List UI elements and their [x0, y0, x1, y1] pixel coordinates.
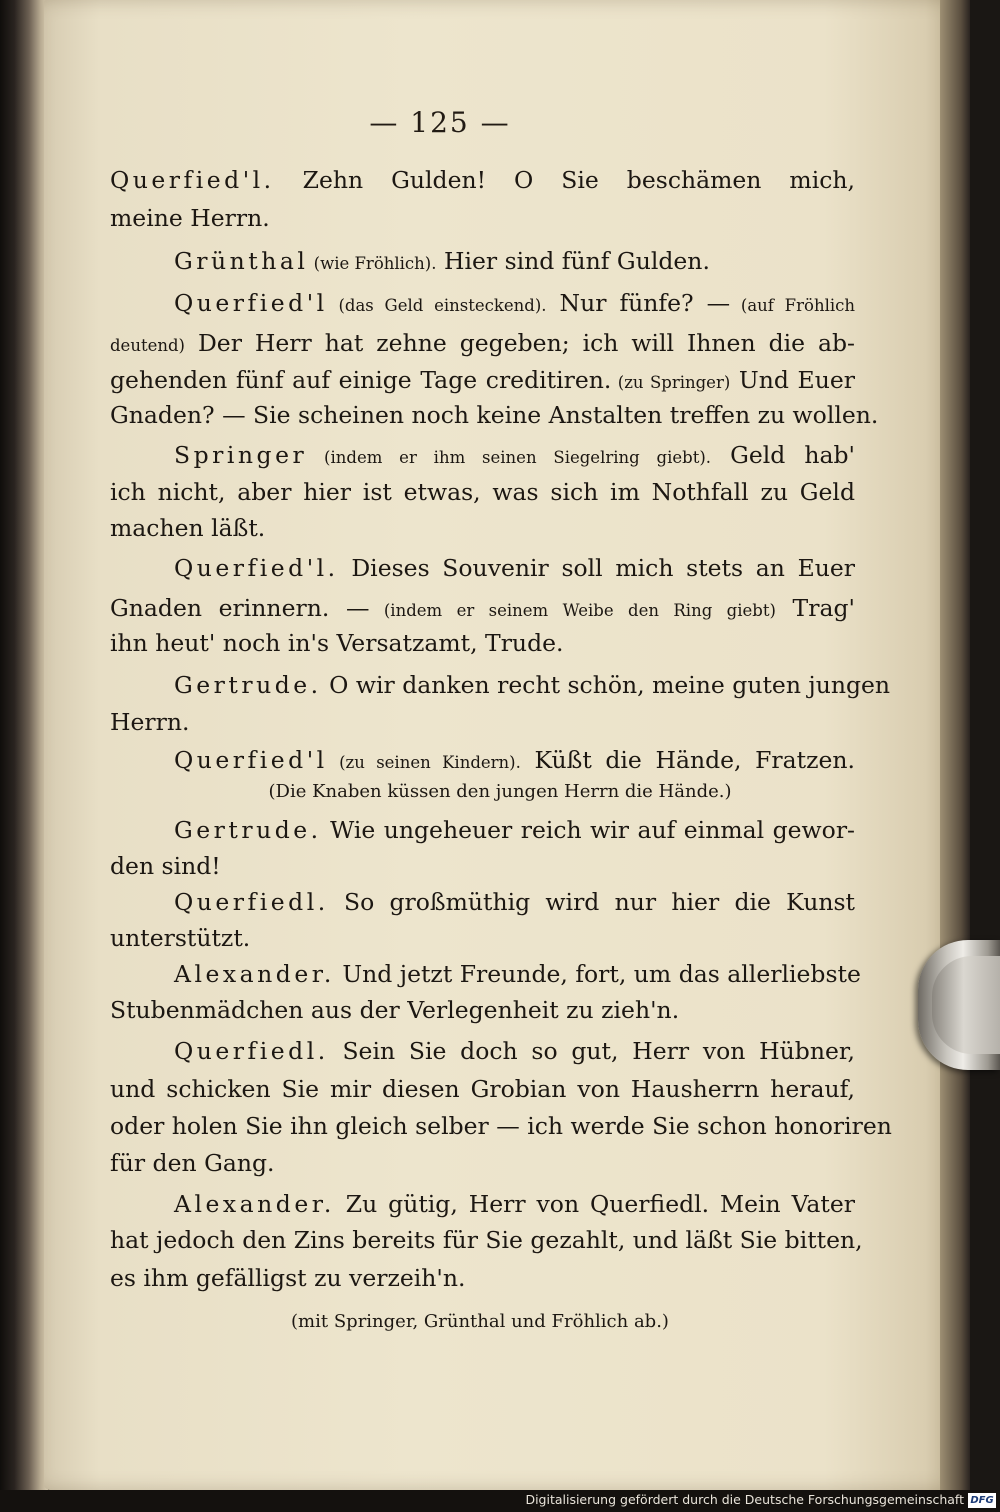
text-line	[110, 1222, 863, 1258]
book-clip	[918, 940, 1000, 1070]
text-line	[110, 1145, 855, 1181]
dialogue-text: Und Euer	[730, 366, 855, 394]
dialogue-text: Zu gütig, Herr von Querfiedl. Mein Vater	[334, 1190, 855, 1218]
text-line	[110, 848, 855, 884]
dialogue-text: meine Herrn.	[110, 204, 270, 232]
text-line	[174, 437, 855, 476]
text-line	[110, 474, 855, 510]
footer-credit: Digitalisierung gefördert durch die Deutsche Forschungsgemeinschaft	[525, 1492, 964, 1507]
dialogue-text: Geld hab'	[711, 441, 856, 469]
text-line	[174, 812, 855, 848]
dialogue-text: unterstützt.	[110, 924, 251, 952]
text-line	[174, 285, 855, 324]
text-line	[220, 774, 780, 810]
dialogue-text: Gnaden? — Sie scheinen noch keine Anstalten treffen zu wollen.	[110, 401, 879, 429]
speaker-name: Grünthal	[174, 247, 309, 275]
dialogue-text: Hier sind fünf Gulden.	[436, 247, 710, 275]
text-line	[174, 667, 891, 703]
dialogue-text: hat jedoch den Zins bereits für Sie gezahlt, und läßt Sie bitten,	[110, 1226, 863, 1254]
speaker-name: Querfiedl.	[174, 888, 329, 916]
stage-direction: (Die Knaben küssen den jungen Herrn die Hände.)	[268, 781, 732, 802]
dialogue-text: Herrn.	[110, 708, 190, 736]
dialogue-text: So großmüthig wird nur hier die Kunst	[328, 888, 855, 916]
dialogue-text: Der Herr hat zehne gegeben; ich will Ihnen die ab-	[184, 329, 855, 357]
dialogue-text: Dieses Souvenir soll mich stets an Euer	[338, 554, 855, 582]
dialogue-text: Und jetzt Freunde, fort, um das allerliebste	[334, 960, 861, 988]
text-line	[174, 1186, 855, 1222]
text-line	[174, 956, 861, 992]
speaker-name: Querfied'l.	[110, 166, 275, 194]
dialogue-text: gehenden fünf auf einige Tage creditiren.	[110, 366, 612, 394]
text-line	[174, 243, 855, 282]
text-line	[174, 550, 855, 586]
dialogue-text: oder holen Sie ihn gleich selber — ich werde Sie schon honoriren	[110, 1112, 892, 1140]
dialogue-text: ich nicht, aber hier ist etwas, was sich im Nothfall zu Geld	[110, 478, 855, 506]
dialogue-text: ihn heut' noch in's Versatzamt, Trude.	[110, 629, 564, 657]
stage-direction: (mit Springer, Grünthal und Fröhlich ab.)	[291, 1311, 669, 1332]
text-line	[110, 704, 855, 740]
text-line	[110, 590, 855, 629]
speaker-name: Gertrude.	[174, 816, 322, 844]
stage-direction: (indem er ihm seinen Siegelring giebt).	[307, 448, 712, 467]
dialogue-text: Wie ungeheuer reich wir auf einmal gewor-	[321, 816, 855, 844]
text-line	[110, 1108, 892, 1144]
stage-direction: (das Geld einsteckend).	[327, 296, 547, 315]
text-line	[260, 1304, 700, 1340]
dialogue-text: Trag'	[775, 594, 855, 622]
text-line	[174, 884, 855, 920]
page-fore-edge	[940, 0, 970, 1495]
dialogue-text: machen läßt.	[110, 514, 266, 542]
text-line	[110, 397, 879, 433]
text-line	[110, 920, 855, 956]
stage-direction: (zu seinen Kindern).	[327, 753, 521, 772]
text-line	[110, 625, 855, 661]
dialogue-text: den sind!	[110, 852, 221, 880]
speaker-name: Gertrude.	[174, 671, 322, 699]
stage-direction: (zu Springer)	[611, 373, 731, 392]
dialogue-text: und schicken Sie mir diesen Grobian von Hausherrn herauf,	[110, 1075, 855, 1103]
text-line	[110, 162, 855, 198]
stage-direction: (auf Fröhlich	[730, 296, 855, 315]
stage-direction: (wie Fröhlich).	[308, 254, 437, 273]
speaker-name: Querfied'l	[174, 289, 328, 317]
dialogue-text: Küßt die Hände, Fratzen.	[520, 746, 855, 774]
book-clip-inner	[932, 956, 1000, 1054]
dialogue-text: O wir danken recht schön, meine guten jungen	[321, 671, 891, 699]
speaker-name: Alexander.	[174, 960, 335, 988]
dialogue-text: Stubenmädchen aus der Verlegenheit zu zieh'n.	[110, 996, 680, 1024]
stage-direction: deutend)	[110, 336, 185, 355]
dfg-logo-icon: DFG	[968, 1493, 996, 1508]
dialogue-text: Gnaden erinnern. —	[110, 594, 370, 622]
speaker-name: Springer	[174, 441, 308, 469]
speaker-name: Querfied'l.	[174, 554, 339, 582]
book-left-edge	[0, 0, 48, 1512]
text-line	[110, 325, 855, 364]
speaker-name: Querfiedl.	[174, 1037, 329, 1065]
page-number: — 125 —	[369, 106, 511, 139]
footer-bar	[0, 1490, 1000, 1512]
text-line	[110, 1071, 855, 1107]
stage-direction: (indem er seinem Weibe den Ring giebt)	[369, 601, 776, 620]
dialogue-text: Zehn Gulden! O Sie beschämen mich,	[274, 166, 855, 194]
text-line	[110, 992, 855, 1028]
dialogue-text: Sein Sie doch so gut, Herr von Hübner,	[328, 1037, 855, 1065]
speaker-name: Querfied'l	[174, 746, 328, 774]
text-line	[174, 1033, 855, 1069]
text-line	[110, 200, 855, 236]
text-line	[110, 510, 855, 546]
text-line	[110, 362, 855, 401]
dialogue-text: es ihm gefälligst zu verzeih'n.	[110, 1264, 466, 1292]
dialogue-text: Nur fünfe? —	[546, 289, 731, 317]
dialogue-text: für den Gang.	[110, 1149, 275, 1177]
text-line	[110, 1260, 855, 1296]
speaker-name: Alexander.	[174, 1190, 335, 1218]
